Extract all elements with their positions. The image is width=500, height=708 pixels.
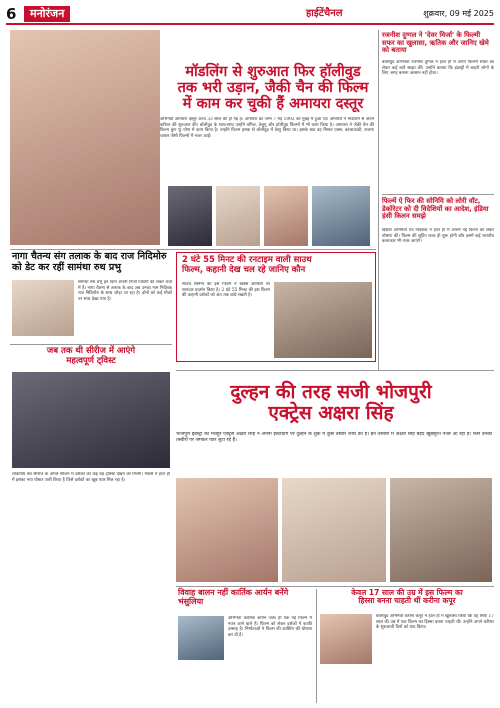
column-divider <box>316 589 317 703</box>
jab-tak-body: लोकप्रिय वेब सीरीज के अगले सीजन में दर्शकों को कई बड़े ट्विस्ट देखने को मिलेंगे। मेकर्स ने हाल ही में इसका नया पोस्टर जारी किया है जिसे दर्शकों का खूब प्यार मिल रहा है। <box>12 472 170 483</box>
page-number: 6 <box>6 5 17 23</box>
lead-body: अभिनेत्री अमायरा दस्तूर आज 33 साल की हो गई हैं। अमायरा का जन्म 7 मई 1992 को मुंबई में हुआ था। अमायरा ने मॉडलिंग से अपने करियर की शुरुआत की। बॉलीवुड के साथ-साथ उन्होंने तमिल, तेलुगु और हॉलीवुड फिल्मों में भी काम किया है। अमायरा ने जैकी चैन की फिल्म कुंग फू योगा में काम किया है। उन्होंने फिल्म इशक से बॉलीवुड में डेब्यू किया था। इसके बाद वह मिस्टर एक्स, कालाकांडी, राजमा चावल जैसी फिल्मों में नजर आईं। <box>160 117 374 139</box>
section-divider <box>10 344 172 345</box>
naga-photo <box>12 280 74 336</box>
naga-headline-line: नागा चैतन्य संग तलाक के बाद राज निदिमोरु <box>12 251 167 262</box>
dulhan-body: भोजपुरी इंडस्ट्री की मशहूर एक्ट्रेस अक्षरा सिंह ने अपनी इंस्टाग्राम पर दुल्हन के लुक में कुछ तस्वीरें शेयर की हैं। इन तस्वीरों में अक्षरा सिंह बेहद खूबसूरत नजर आ रही हैं। फैंस उनकी तस्वीरों पर जमकर प्यार लुटा रहे हैं। <box>176 432 492 444</box>
page-header <box>6 5 494 25</box>
jab-tak-headline-line: जब तक थी सीरीज में आएंगे <box>46 346 136 356</box>
dulhan-headline <box>170 382 492 425</box>
lead-photo <box>10 30 160 245</box>
lead-small-photo <box>312 186 370 246</box>
right-story-headline: रजनीश दुग्गल ने 'देवर मिर्जा' के फिल्मी सफर का खुलासा, ऋतिक और जानिए खेमे को बताया <box>382 31 489 55</box>
vivah-photo <box>178 616 224 660</box>
lead-small-photo <box>216 186 260 246</box>
lead-headline-line: तक भरी उड़ान, जैकी चैन की फिल्म <box>177 80 369 97</box>
issue-date: शुक्रवार, 09 मई 2025 <box>423 9 494 18</box>
jab-tak-headline-line: महत्वपूर्ण ट्विस्ट <box>66 355 116 366</box>
naga-headline-line: को डेट कर रहीं सामंथा रुथ प्रभु <box>12 261 121 273</box>
jab-tak-photo <box>12 372 170 468</box>
kevan-photo <box>320 614 372 664</box>
lead-headline <box>172 64 374 113</box>
kevan-body: बॉलीवुड अभिनेत्री करीना कपूर ने हाल ही में खुलासा किया कि वह सिर्फ 17 साल की उम्र में एक फिल्म का हिस्सा बनना चाहती थीं। उन्होंने अपने करियर के शुरुआती दिनों को याद किया। <box>376 614 494 631</box>
dulhan-photo <box>282 478 386 582</box>
lead-small-photo <box>168 186 212 246</box>
paper-name: हाईटेंचैनल <box>306 8 343 19</box>
section-divider <box>176 586 494 587</box>
section-title: मनोरंजन <box>24 6 70 22</box>
jab-tak-headline <box>12 347 170 366</box>
dulhan-photo <box>390 478 492 582</box>
kevan-headline-line: हिस्सा बनना चाहती थीं करीना कपूर <box>358 596 456 606</box>
lead-headline-line: मॉडलिंग से शुरुआत फिर हॉलीवुड <box>185 64 361 80</box>
story-divider <box>382 194 494 195</box>
film-story-headline-line: 2 घंटे 55 मिनट की रनटाइम वाली साउथ <box>182 255 312 265</box>
right-story-body: बॉलीवुड अभिनेता रजनीश दुग्गल ने हाल ही में अपने फिल्मी सफर को लेकर कई बातें साझा कीं। उन्होंने बताया कि इंडस्ट्री में बाहरी लोगों के लिए जगह बनाना आसान नहीं होता। <box>382 60 494 77</box>
kevan-headline-line: केवल 17 साल की उम्र में इस फिल्म का <box>351 588 463 597</box>
right-story-headline: फिल्में ऐ फिर की सोनियि को लोरी वॉट, डेकोरेटर को दी विदेशियों का आदेश, इंडिया हंसी किलन समझे <box>382 197 489 221</box>
film-story-headline <box>182 256 372 275</box>
film-story-body: साउथ सिनेमा की इस फिल्म ने बॉक्स ऑफिस पर शानदार प्रदर्शन किया है। 2 घंटे 55 मिनट की इस फिल्म की कहानी दर्शकों को अंत तक बांधे रखती है। <box>182 282 270 299</box>
lead-headline-line: में काम कर चुकी हैं अमायरा दस्तूर <box>182 96 364 113</box>
film-story-headline-line: फिल्म, कहानी देख चल रहे जानिए कौन <box>182 264 306 275</box>
dulhan-photo <box>176 478 278 582</box>
section-divider <box>10 249 376 250</box>
dulhan-headline-line: दुल्हन की तरह सजी भोजपुरी <box>230 381 432 403</box>
section-divider <box>176 370 494 371</box>
kevan-headline <box>320 589 494 606</box>
dulhan-headline-line: एक्ट्रेस अक्षरा सिंह <box>268 402 394 425</box>
column-divider <box>378 30 379 370</box>
naga-headline <box>12 252 172 273</box>
vivah-headline: विवाह बालन नहीं कार्तिक आर्यन बनेंगे भंसुलिया <box>178 588 289 606</box>
lead-small-photo <box>264 186 308 246</box>
vivah-body: अभिनेता कार्तिक आर्यन जल्द ही एक नई फिल्म में नजर आने वाले हैं। फिल्म को लेकर दर्शकों में काफी उत्साह है। निर्माताओं ने फिल्म की कास्टिंग की घोषणा कर दी है। <box>228 616 312 638</box>
right-story-body: ब्रिटिश अभिनेता एवं निर्देशक ने हाल ही में अपनी नई फिल्म को लेकर घोषणा की। फिल्म की शूटिंग जल्द ही शुरू होगी और इसमें कई भारतीय कलाकार भी नजर आएंगे। <box>382 228 494 245</box>
film-story-photo <box>274 282 372 358</box>
naga-body: सामंथा रुथ प्रभु इन दिनों अपनी निजी जिंदगी को लेकर चर्चा में हैं। नागा चैतन्य से तलाक के बाद अब उनका नाम निर्देशक राज निदिमोरु के साथ जोड़ा जा रहा है। दोनों को कई मौकों पर साथ देखा गया है। <box>78 280 172 302</box>
